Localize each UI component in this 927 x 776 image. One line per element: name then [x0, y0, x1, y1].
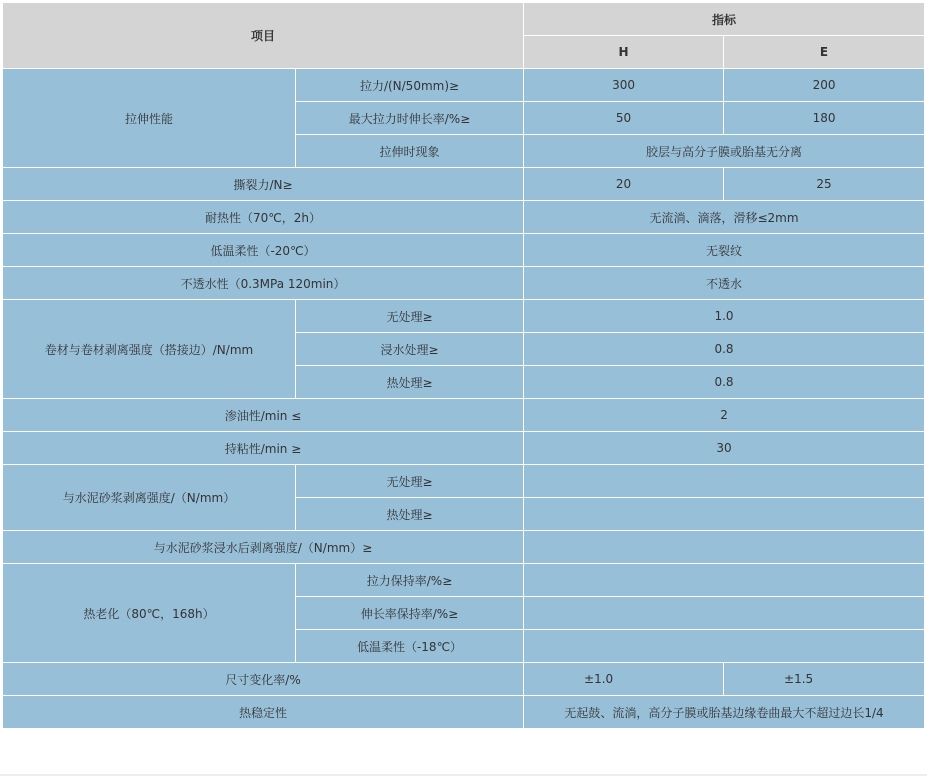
oil-label: 渗油性/min ≤: [3, 399, 524, 432]
peel-soak-value: 0.8: [524, 333, 925, 366]
header-col-e: E: [724, 36, 925, 69]
tensile-elong-label: 最大拉力时伸长率/%≥: [296, 102, 524, 135]
tensile-force-label: 拉力/(N/50mm)≥: [296, 69, 524, 102]
impermeable-label: 不透水性（0.3MPa 120min）: [3, 267, 524, 300]
table-row: [3, 531, 925, 564]
peel-untreated-label: 无处理≥: [296, 300, 524, 333]
table-row: [3, 564, 925, 597]
aging-cold-label: 低温柔性（-18℃）: [296, 630, 524, 663]
tensile-elong-h: 50: [524, 102, 724, 135]
adhesion-value: 30: [524, 432, 925, 465]
table-row: [3, 234, 925, 267]
mortar-untreated-value: [524, 465, 925, 498]
aging-label: 热老化（80℃，168h）: [3, 564, 296, 663]
aging-elong-label: 伸长率保持率/%≥: [296, 597, 524, 630]
header-row: [3, 3, 925, 36]
aging-cold-value: [524, 630, 925, 663]
table-row: [3, 267, 925, 300]
tear-h: 20: [524, 168, 724, 201]
oil-value: 2: [524, 399, 925, 432]
tensile-elong-e: 180: [724, 102, 925, 135]
aging-elong-value: [524, 597, 925, 630]
dimension-e: ±1.5: [724, 663, 925, 696]
stability-value: 无起鼓、流淌，高分子膜或胎基边缘卷曲最大不超过边长1/4: [524, 696, 925, 729]
spec-table: [2, 2, 925, 729]
dimension-h: ±1.0: [524, 663, 724, 696]
table-row: [3, 696, 925, 729]
mortar-heat-value: [524, 498, 925, 531]
adhesion-label: 持粘性/min ≥: [3, 432, 524, 465]
table-row: [3, 300, 925, 333]
impermeable-value: 不透水: [524, 267, 925, 300]
peel-heat-label: 热处理≥: [296, 366, 524, 399]
table-row: [3, 399, 925, 432]
tensile-phenom-value: 胶层与高分子膜或胎基无分离: [524, 135, 925, 168]
header-indicator: 指标: [524, 3, 925, 36]
mortar-untreated-label: 无处理≥: [296, 465, 524, 498]
aging-force-label: 拉力保持率/%≥: [296, 564, 524, 597]
table-row: [3, 465, 925, 498]
peel-soak-label: 浸水处理≥: [296, 333, 524, 366]
peel-heat-value: 0.8: [524, 366, 925, 399]
tensile-label: 拉伸性能: [3, 69, 296, 168]
table-row: [3, 168, 925, 201]
mortar-soak-value: [524, 531, 925, 564]
aging-force-value: [524, 564, 925, 597]
mortar-label: 与水泥砂浆剥离强度/（N/mm）: [3, 465, 296, 531]
heat-value: 无流淌、滴落，滑移≤2mm: [524, 201, 925, 234]
tensile-force-h: 300: [524, 69, 724, 102]
peel-label: 卷材与卷材剥离强度（搭接边）/N/mm: [3, 300, 296, 399]
mortar-soak-label: 与水泥砂浆浸水后剥离强度/（N/mm）≥: [3, 531, 524, 564]
tensile-force-e: 200: [724, 69, 925, 102]
table-row: [3, 201, 925, 234]
peel-untreated-value: 1.0: [524, 300, 925, 333]
table-row: [3, 69, 925, 102]
header-col-h: H: [524, 36, 724, 69]
tear-e: 25: [724, 168, 925, 201]
tensile-phenom-label: 拉伸时现象: [296, 135, 524, 168]
heat-label: 耐热性（70℃，2h）: [3, 201, 524, 234]
table-row: [3, 663, 925, 696]
header-item: 项目: [3, 3, 524, 69]
mortar-heat-label: 热处理≥: [296, 498, 524, 531]
cold-value: 无裂纹: [524, 234, 925, 267]
dimension-label: 尺寸变化率/%: [3, 663, 524, 696]
stability-label: 热稳定性: [3, 696, 524, 729]
cold-label: 低温柔性（-20℃）: [3, 234, 524, 267]
table-row: [3, 432, 925, 465]
tear-label: 撕裂力/N≥: [3, 168, 524, 201]
